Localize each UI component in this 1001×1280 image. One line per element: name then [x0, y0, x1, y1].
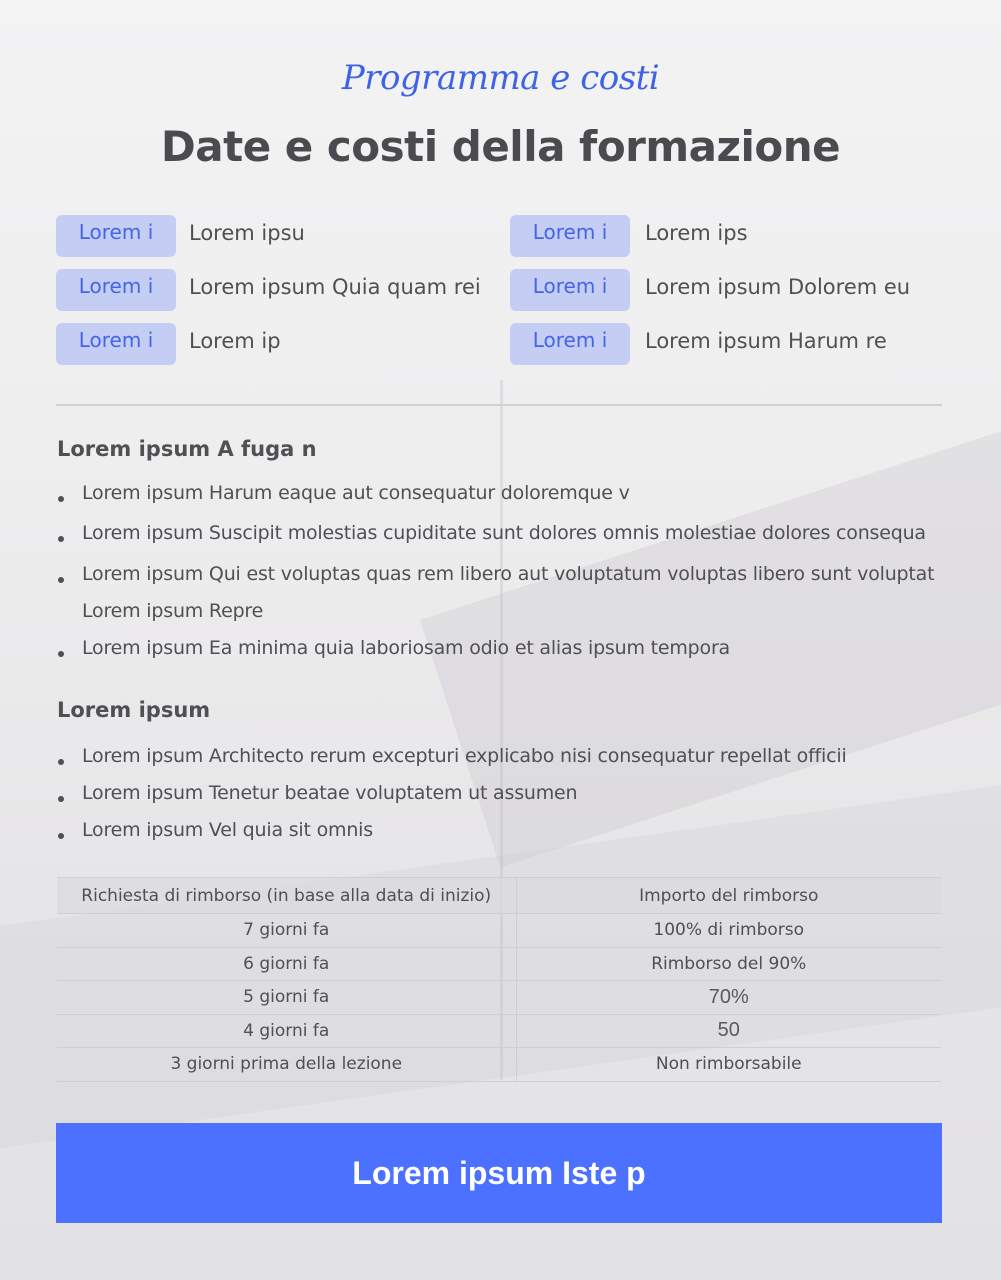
list-item-line: Lorem ipsum Qui est voluptas quas rem libero aut voluptatum voluptas libero sunt voluptat: [82, 563, 935, 585]
column-header-request: Richiesta di rimborso (in base alla data di inizio): [57, 878, 516, 914]
page-title: Date e costi della formazione: [160, 122, 841, 171]
table-header-row: [57, 878, 941, 914]
schedule-tag: Lorem i: [56, 323, 176, 365]
list-item: Lorem ipsum Architecto rerum excepturi explicabo nisi consequatur repellat officii: [57, 738, 937, 775]
refund-table: [57, 877, 941, 1082]
schedule-tag: Lorem i: [56, 215, 176, 257]
amount-cell: Non rimborsabile: [516, 1048, 941, 1082]
amount-cell: 70%: [516, 981, 941, 1015]
section2-list: [57, 738, 937, 849]
schedule-tag: Lorem i: [56, 269, 176, 311]
section1-list: [57, 475, 937, 667]
request-cell: 4 giorni fa: [57, 1014, 516, 1048]
schedule-item: [56, 270, 481, 310]
cta-button[interactable]: Lorem ipsum Iste p: [56, 1123, 942, 1223]
table-row: [57, 1014, 941, 1048]
section1-title: Lorem ipsum A fuga n: [57, 437, 317, 461]
schedule-item: [510, 324, 887, 364]
schedule-item: [510, 216, 748, 256]
request-cell: 3 giorni prima della lezione: [57, 1048, 516, 1082]
schedule-item: [56, 324, 281, 364]
list-item: Lorem ipsum Tenetur beatae voluptatem ut assumen: [57, 775, 937, 812]
amount-cell: Rimborso del 90%: [516, 947, 941, 981]
schedule-text: Lorem ipsum Quia quam rei: [189, 275, 481, 299]
list-item: Lorem ipsum Suscipit molestias cupiditate sunt dolores omnis molestiae dolores consequa: [57, 515, 937, 552]
list-item-line: Lorem ipsum Repre: [82, 600, 264, 622]
request-cell: 6 giorni fa: [57, 947, 516, 981]
schedule-tag: Lorem i: [510, 269, 630, 311]
table-row: [57, 914, 941, 948]
column-header-amount: Importo del rimborso: [516, 878, 941, 914]
list-item: Lorem ipsum Vel quia sit omnis: [57, 812, 937, 849]
schedule-item: [56, 216, 305, 256]
section-divider: [56, 404, 942, 406]
list-item: Lorem ipsum Ea minima quia laboriosam odio et alias ipsum tempora: [57, 630, 937, 667]
amount-cell: 100% di rimborso: [516, 914, 941, 948]
list-item: Lorem ipsum Harum eaque aut consequatur doloremque v: [57, 475, 937, 512]
schedule-text: Lorem ipsu: [189, 221, 305, 245]
table-row: [57, 1048, 941, 1082]
list-item: [57, 556, 937, 630]
schedule-item: [510, 270, 910, 310]
schedule-text: Lorem ip: [189, 329, 281, 353]
section-kicker: Programma e costi: [341, 58, 660, 98]
table-row: [57, 947, 941, 981]
schedule-tag: Lorem i: [510, 323, 630, 365]
schedule-tag: Lorem i: [510, 215, 630, 257]
amount-cell: 50: [516, 1014, 941, 1048]
table-row: [57, 981, 941, 1015]
request-cell: 5 giorni fa: [57, 981, 516, 1015]
schedule-text: Lorem ipsum Harum re: [645, 329, 887, 353]
schedule-text: Lorem ips: [645, 221, 748, 245]
section2-title: Lorem ipsum: [57, 698, 211, 722]
schedule-text: Lorem ipsum Dolorem eu: [645, 275, 911, 299]
request-cell: 7 giorni fa: [57, 914, 516, 948]
